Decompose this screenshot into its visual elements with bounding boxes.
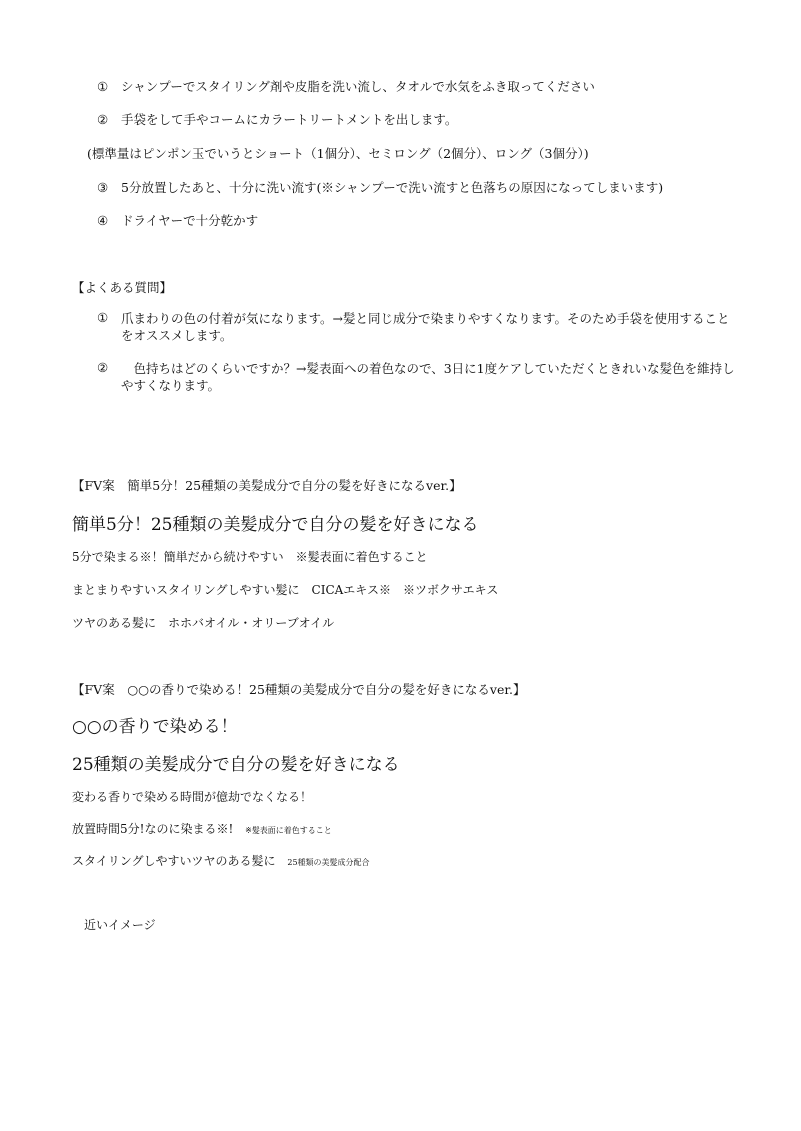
step-text: シャンプーでスタイリング剤や皮脂を洗い流し、タオルで水気をふき取ってください [121,79,595,94]
step-note [87,144,589,162]
step-text: 5分放置したあと、十分に洗い流す(※シャンプーで洗い流すと色落ちの原因になってしまいます) [121,180,664,195]
faq-number: ① [97,310,109,325]
faq-item-2 [97,360,737,394]
fv1-line-2: まとまりやすいスタイリングしやすい髪に CICAエキス※ ※ツボクサエキス [72,583,499,597]
fv2-title-2: 25種類の美髪成分で自分の髪を好きになる [72,755,400,775]
step-text: ドライヤーで十分乾かす [121,213,259,228]
fv2-line-3-note: 25種類の美髪成分配合 [287,858,370,867]
faq-text: 色持ちはどのくらいですか？→髪表面への着色なので、3日に1度ケアしていただくときれいな髪色を維持しやすくなります。 [121,361,735,393]
step-3 [97,178,663,196]
fv2-line-2-note: ※髪表面に着色すること [245,826,332,835]
step-4 [97,211,258,229]
fv1-line-1: 5分で染まる※！簡単だから続けやすい ※髪表面に着色すること [72,550,428,564]
fv1-heading: 【FV案 簡単5分！25種類の美髪成分で自分の髪を好きになるver.】 [72,478,462,493]
faq-text: 爪まわりの色の付着が気になります。→髪と同じ成分で染まりやすくなります。そのため手袋を使用することをオススメします。 [121,311,730,343]
fv1-title: 簡単5分！25種類の美髪成分で自分の髪を好きになる [72,515,479,535]
faq-number: ② [97,360,109,375]
fv2-title-1: ○○の香りで染める！ [72,717,238,737]
fv2-line-3-text: スタイリングしやすいツヤのある髪に [72,854,276,868]
fv2-line-2 [72,820,332,837]
step-number: ③ [97,180,109,195]
step-note-text: (標準量はピンポン玉でいうとショート（1個分）、セミロング（2個分）、ロング（3個分）) [87,146,589,161]
step-text: 手袋をして手やコームにカラートリートメントを出します。 [121,112,458,127]
step-number: ② [97,112,109,127]
step-1 [97,77,595,95]
fv2-line-2-text: 放置時間5分!なのに染まる※! [72,822,234,836]
fv1-line-3: ツヤのある髪に ホホバオイル・オリーブオイル [72,616,335,630]
image-label: 近いイメージ [84,918,156,932]
fv2-heading: 【FV案 ○○の香りで染める！25種類の美髪成分で自分の髪を好きになるver.】 [72,682,526,697]
step-2 [97,110,457,128]
step-number: ① [97,79,109,94]
fv2-line-1: 変わる香りで染める時間が億劫でなくなる！ [72,790,313,804]
fv2-line-3 [72,852,370,869]
faq-item-1 [97,310,737,344]
faq-heading: 【よくある質問】 [72,280,173,295]
step-number: ④ [97,213,109,228]
